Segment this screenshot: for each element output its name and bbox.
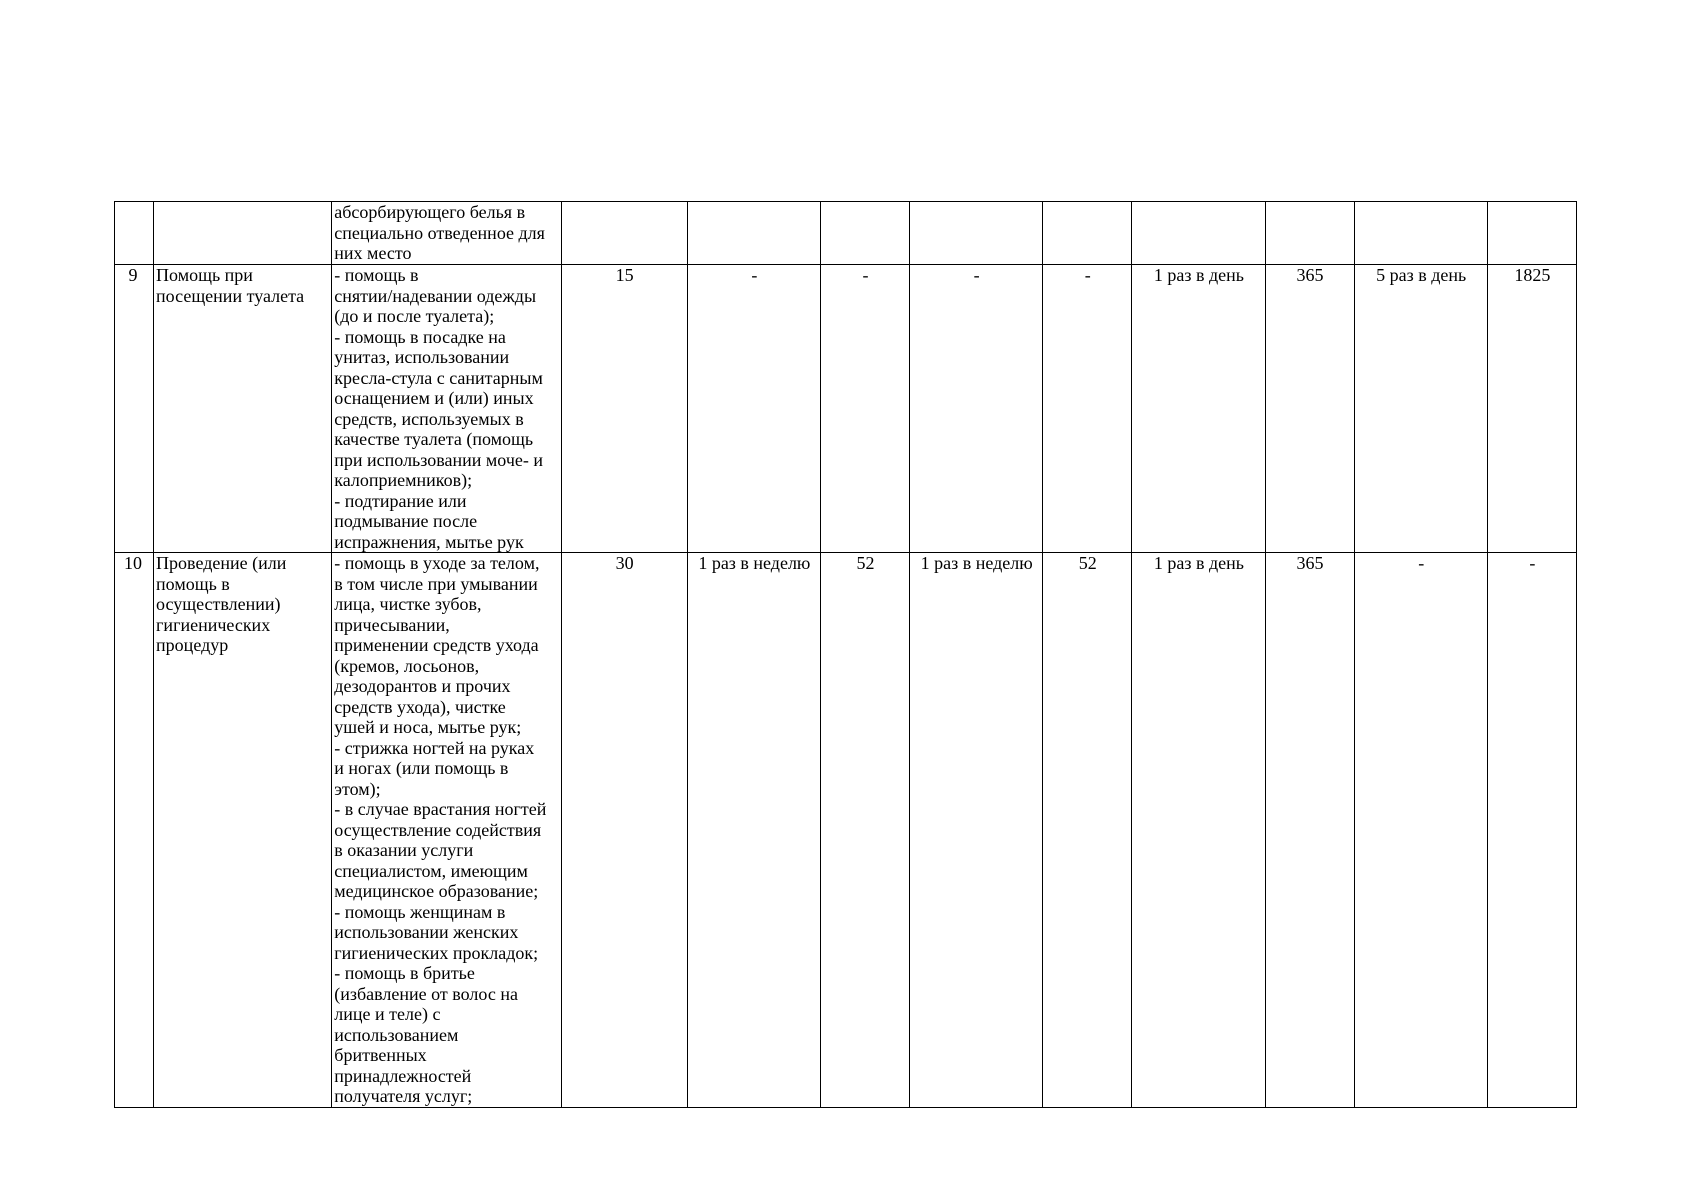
count-cell: 365 — [1265, 553, 1354, 1108]
count-cell — [1487, 202, 1576, 265]
count-cell: 365 — [1265, 265, 1354, 553]
count-cell: 1825 — [1487, 265, 1576, 553]
table-row — [115, 202, 1577, 265]
count-cell: - — [820, 265, 909, 553]
count-cell: 52 — [1043, 553, 1132, 1108]
table-row — [115, 553, 1577, 1108]
service-name-cell — [154, 202, 332, 265]
service-name-cell: Помощь при посещении туалета — [154, 265, 332, 553]
frequency-cell — [910, 202, 1043, 265]
service-description-cell: абсорбирующего белья в специально отведенное для них место — [332, 202, 561, 265]
service-name-cell: Проведение (или помощь в осуществлении) гигиенических процедур — [154, 553, 332, 1108]
time-norm-cell — [561, 202, 687, 265]
frequency-cell: 5 раз в день — [1354, 265, 1487, 553]
count-cell — [820, 202, 909, 265]
service-description-cell: - помощь в уходе за телом, в том числе при умывании лица, чистке зубов, причесывании, применении средств ухода (кремов, лосьонов, дезодорантов и прочих средств ухода), чистке ушей и носа, мытье рук; - стрижка ногтей на руках и ногах (или помощь в этом); - в случае врастания ногтей осуществление содействия в оказании услуги специалистом, имеющим медицинское образование; - помощь женщинам в использовании женских гигиенических прокладок; - помощь в бритье (избавление от волос на лице и теле) с использованием бритвенных принадлежностей получателя услуг; — [332, 553, 561, 1108]
row-number-cell: 9 — [115, 265, 154, 553]
services-table — [114, 201, 1577, 1108]
time-norm-cell: 30 — [561, 553, 687, 1108]
frequency-cell: 1 раз в неделю — [910, 553, 1043, 1108]
frequency-cell: - — [1354, 553, 1487, 1108]
count-cell: - — [1487, 553, 1576, 1108]
frequency-cell: 1 раз в неделю — [687, 553, 820, 1108]
count-cell: - — [1043, 265, 1132, 553]
frequency-cell: 1 раз в день — [1132, 265, 1265, 553]
frequency-cell — [1132, 202, 1265, 265]
frequency-cell — [1354, 202, 1487, 265]
frequency-cell: - — [910, 265, 1043, 553]
row-number-cell — [115, 202, 154, 265]
time-norm-cell: 15 — [561, 265, 687, 553]
count-cell — [1265, 202, 1354, 265]
row-number-cell: 10 — [115, 553, 154, 1108]
frequency-cell — [687, 202, 820, 265]
frequency-cell: 1 раз в день — [1132, 553, 1265, 1108]
frequency-cell: - — [687, 265, 820, 553]
service-description-cell: - помощь в снятии/надевании одежды (до и после туалета); - помощь в посадке на унитаз, использовании кресла-стула с санитарным оснащением и (или) иных средств, используемых в качестве туалета (помощь при использовании моче- и калоприемников); - подтирание или подмывание после испражнения, мытье рук — [332, 265, 561, 553]
table-row — [115, 265, 1577, 553]
count-cell — [1043, 202, 1132, 265]
count-cell: 52 — [820, 553, 909, 1108]
